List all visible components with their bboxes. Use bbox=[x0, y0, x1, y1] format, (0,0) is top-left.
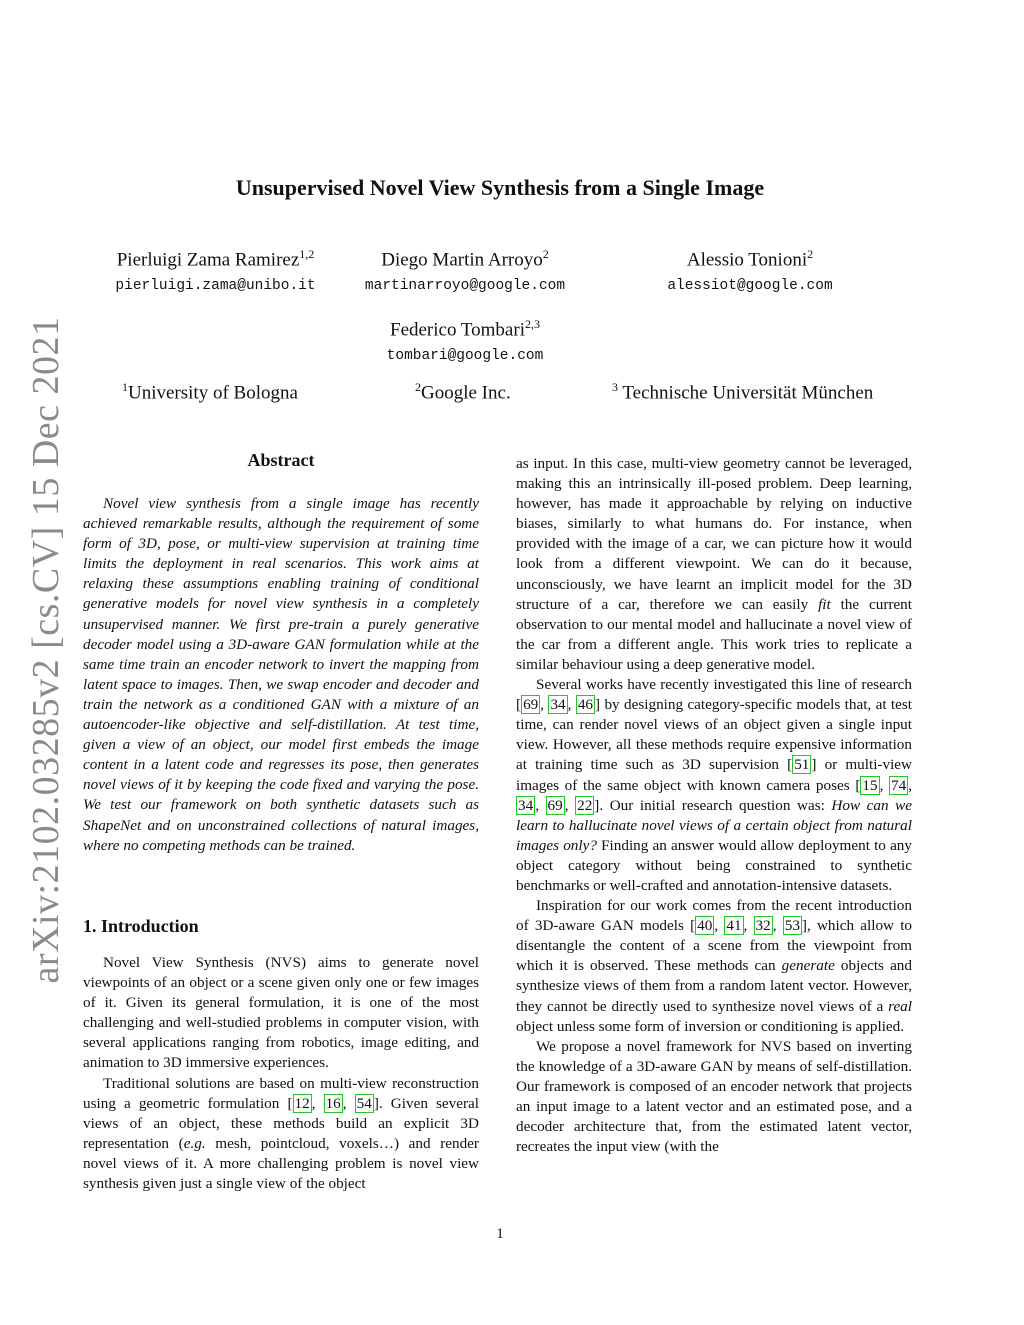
author-1 bbox=[103, 242, 328, 294]
author-email[interactable]: martinarroyo@google.com bbox=[364, 278, 566, 295]
abstract-text: Novel view synthesis from a single image has recently achieved remarkable results, although the requirement of some form of 3D, pose, or multi-view supervision at training time limits the deployment in real scenarios. This work aims at relaxing these assumptions enabling training of conditional generative models for novel view synthesis in a completely unsupervised manner. We first pre-train a purely generative decoder model using a 3D-aware GAN formulation while at the same time train an encoder network to invert the mapping from latent space to images. Then, we swap encoder and decoder and train the network as a conditioned GAN with a mixture of an autoencoder-like objective and self-distillation. At test time, given a view of an object, our model first embeds the image content in a latent code and regresses its pose, then generates novel views of it by keeping the code fixed and varying the pose. We test our framework on both synthetic datasets such as ShapeNet and on unconstrained collections of natural images, where no competing methods can be trained. bbox=[83, 495, 479, 854]
author-affil-sup: 1,2 bbox=[299, 247, 315, 261]
author-2 bbox=[355, 242, 575, 294]
arxiv-identifier: arXiv:2102.03285v2 [cs.CV] 15 Dec 2021 bbox=[25, 316, 67, 984]
citation-link[interactable]: 54 bbox=[356, 1094, 372, 1112]
page-number: 1 bbox=[496, 1226, 504, 1242]
left-column-body bbox=[83, 953, 479, 1194]
paper-title: Unsupervised Novel View Synthesis from a Single Image bbox=[235, 175, 765, 200]
citation-link[interactable]: 46 bbox=[577, 696, 593, 714]
author-email[interactable]: tombari@google.com bbox=[386, 348, 544, 365]
citation-link[interactable]: 69 bbox=[523, 696, 539, 714]
paragraph: Inspiration for our work comes from the recent introduction of 3D-aware GAN models [ 40 , 41 , 32 , 53 ], which allow to disentangle the content of a scene from the viewpoint from which it is observed. These methods can generate objects and synthesize views of them from a random latent vector. However, they cannot be directly used to synthesize novel views of a real object unless some form of inversion or conditioning is applied. bbox=[516, 897, 913, 1035]
paragraph: Several works have recently investigated this line of research [ 69 , 34 , 46 ] by designing category-specific models that, at test time, can render novel views of an object given a single input view. However, all these methods require expensive information at training time such as 3D supervision [ 51 ] or multi-view images of the same object with known camera poses [ 15 , 74 , 34 , 69 , 22 ]. Our initial research question was: How can we learn to hallucinate novel views of a certain object from natural images only? Finding an answer would allow deployment to any object category without being constrained to synthetic benchmarks or well-crafted and annotation-intensive datasets. bbox=[516, 676, 913, 894]
citation-link[interactable]: 34 bbox=[518, 796, 534, 814]
right-column-body bbox=[516, 454, 912, 1157]
author-4 bbox=[355, 312, 575, 364]
citation-link[interactable]: 22 bbox=[577, 796, 593, 814]
paragraph: We propose a novel framework for NVS based on inverting the knowledge of a 3D-aware GAN by means of self-distillation. Our framework is composed of an encoder network that projects an input image to a latent vector and an estimated pose, and a decoder architecture that, from the estimated latent vector, recreates the input view (with the bbox=[516, 1037, 912, 1156]
author-email[interactable]: pierluigi.zama@unibo.it bbox=[115, 278, 316, 295]
author-affil-sup: 2,3 bbox=[524, 317, 540, 331]
paragraph: Novel View Synthesis (NVS) aims to generate novel viewpoints of an object or a scene given only one or few images of it. Given its general formulation, it is one of the most challenging and well-studied problems in computer vision, with several applications ranging from robotics, image editing, and animation to 3D immersive experiences. bbox=[83, 954, 479, 1072]
affiliation-2: $^2$Google Inc. bbox=[415, 380, 511, 404]
citation-link[interactable]: 51 bbox=[794, 756, 810, 774]
citation-link[interactable]: 74 bbox=[891, 776, 907, 794]
citation-link[interactable]: 32 bbox=[755, 917, 771, 935]
abstract-heading: Abstract bbox=[247, 450, 315, 470]
author-email[interactable]: alessiot@google.com bbox=[667, 278, 833, 295]
citation-link[interactable]: 16 bbox=[325, 1094, 341, 1112]
citation-link[interactable]: 69 bbox=[547, 796, 563, 814]
abstract-body bbox=[83, 494, 479, 856]
affiliation-1: $^1$University of Bologna bbox=[122, 380, 298, 404]
section-heading-introduction: 1. Introduction bbox=[83, 916, 199, 936]
affiliation-3: $^3$ Technische Universität München bbox=[612, 380, 874, 404]
citation-link[interactable]: 12 bbox=[294, 1094, 310, 1112]
author-name: Alessio Tonioni bbox=[686, 249, 808, 271]
paragraph: Traditional solutions are based on multi-view reconstruction using a geometric formulation [ 12 , 16 , 54 ]. Given several views of an object, these methods build an explicit 3D representation (e.g. mesh, pointcloud, voxels…) and render novel views of it. A more challenging problem is novel view synthesis given just a single view of the object bbox=[83, 1074, 480, 1193]
citation-link[interactable]: 41 bbox=[726, 917, 742, 935]
citation-link[interactable]: 15 bbox=[862, 776, 878, 794]
author-affil-sup: 2 bbox=[542, 247, 549, 261]
citation-link[interactable]: 34 bbox=[550, 696, 566, 714]
arxiv-sidebar-stamp bbox=[18, 316, 74, 984]
author-name: Diego Martin Arroyo bbox=[381, 249, 543, 271]
author-3 bbox=[650, 242, 850, 294]
citation-link[interactable]: 53 bbox=[784, 917, 800, 935]
paragraph: as input. In this case, multi-view geometry cannot be leveraged, making this an intrinsically ill-posed problem. Deep learning, however, has made it approachable by relying on inductive biases, similarly to what humans do. For instance, when provided with the image of a car, we can picture how it would look from a different viewpoint. We can do it because, unconsciously, we have learnt an implicit model for the 3D structure of a car, therefore we can easily fit the current observation to our mental model and hallucinate a novel view of the car from a different angle. This work tries to replicate a similar behaviour using a deep generative model. bbox=[516, 455, 912, 673]
citation-link[interactable]: 40 bbox=[697, 917, 713, 935]
author-name: Federico Tombari bbox=[390, 319, 525, 341]
author-affil-sup: 2 bbox=[807, 247, 814, 261]
author-name: Pierluigi Zama Ramirez bbox=[116, 249, 300, 271]
